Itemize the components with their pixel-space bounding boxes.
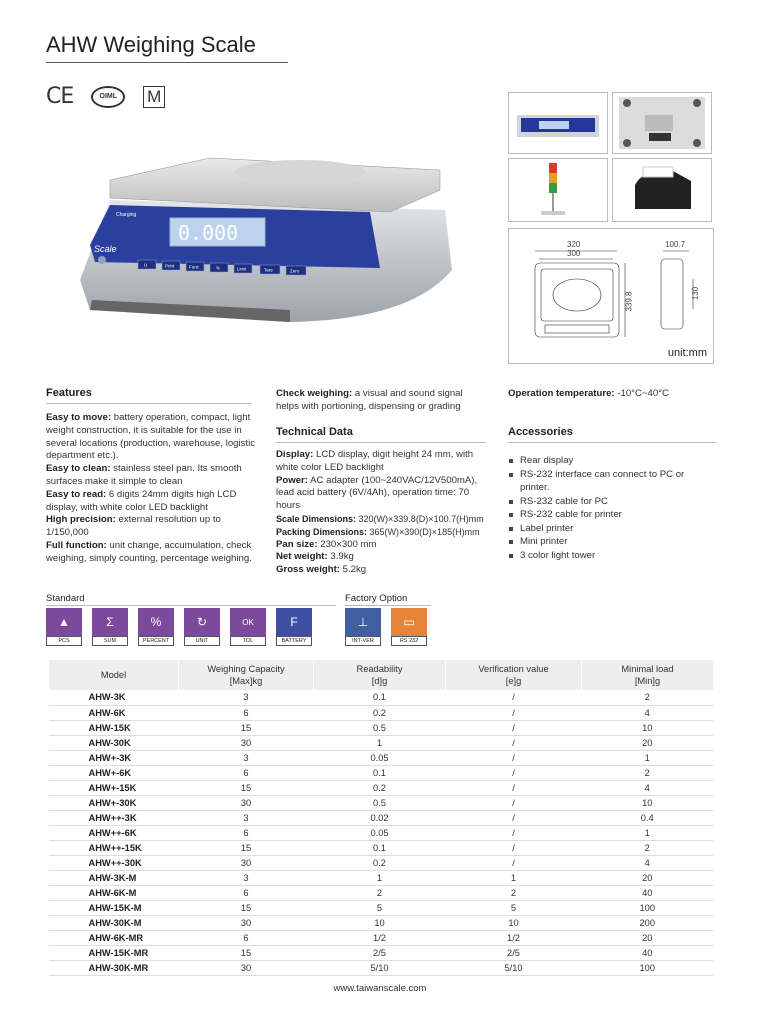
cell-capacity: 3 bbox=[179, 690, 314, 705]
cell-capacity: 6 bbox=[179, 765, 314, 780]
cell-readability: 0.2 bbox=[314, 705, 446, 720]
cell-capacity: 3 bbox=[179, 810, 314, 825]
accessory-item: Label printer bbox=[508, 522, 714, 536]
feature-item: High precision: external resolution up to 1/150,000 bbox=[46, 514, 221, 539]
column-header-readability: Readability [d]g bbox=[314, 660, 446, 690]
cell-readability: 0.2 bbox=[314, 780, 446, 795]
cell-capacity: 15 bbox=[179, 945, 314, 960]
icon-glyph: F bbox=[276, 608, 312, 636]
oiml-mark-icon: OIML bbox=[91, 86, 125, 108]
cell-minimal-load: 2 bbox=[582, 765, 714, 780]
cell-verification: 2/5 bbox=[446, 945, 582, 960]
icon-glyph: ⊥ bbox=[345, 608, 381, 636]
cell-minimal-load: 4 bbox=[582, 780, 714, 795]
accessory-item: Rear display bbox=[508, 454, 714, 468]
column-header-verification: Verification value [e]g bbox=[446, 660, 582, 690]
cell-verification: / bbox=[446, 750, 582, 765]
cell-verification: / bbox=[446, 810, 582, 825]
dim-unit-label: unit:mm bbox=[667, 347, 707, 359]
icon-glyph: % bbox=[138, 608, 174, 636]
table-row bbox=[49, 750, 714, 765]
cell-readability: 0.05 bbox=[314, 750, 446, 765]
cell-verification: / bbox=[446, 855, 582, 870]
cell-minimal-load: 100 bbox=[582, 900, 714, 915]
percent-icon bbox=[138, 608, 174, 648]
dim-width-320: 320 bbox=[567, 240, 581, 249]
scale-key-print: Print bbox=[165, 263, 175, 269]
scale-key-zero: Zero bbox=[290, 268, 300, 274]
cell-capacity: 6 bbox=[179, 930, 314, 945]
cell-model: AHW-6K bbox=[49, 705, 179, 720]
cell-capacity: 15 bbox=[179, 720, 314, 735]
icon-caption: RS 232 bbox=[391, 636, 427, 646]
cell-verification: 5/10 bbox=[446, 960, 582, 975]
scale-lcd-reading: 0.000 bbox=[178, 221, 239, 245]
cell-capacity: 30 bbox=[179, 915, 314, 930]
technical-heading: Technical Data bbox=[276, 426, 353, 438]
cell-verification: / bbox=[446, 795, 582, 810]
accessories-list bbox=[508, 454, 714, 562]
technical-list bbox=[276, 449, 490, 577]
cell-capacity: 15 bbox=[179, 840, 314, 855]
title-underline bbox=[46, 62, 288, 63]
features-heading: Features bbox=[46, 387, 92, 399]
table-row bbox=[49, 855, 714, 870]
ce-mark-icon: CE bbox=[46, 84, 74, 109]
icon-caption: BATTERY bbox=[276, 636, 312, 646]
accessory-item: RS-232 cable for printer bbox=[508, 508, 714, 522]
table-row bbox=[49, 900, 714, 915]
rear-display-thumbnail bbox=[508, 92, 608, 154]
cell-capacity: 30 bbox=[179, 855, 314, 870]
cell-minimal-load: 1 bbox=[582, 825, 714, 840]
cell-model: AHW-15K-M bbox=[49, 900, 179, 915]
factory-heading: Factory Option bbox=[345, 593, 408, 604]
cell-minimal-load: 10 bbox=[582, 795, 714, 810]
cell-verification: / bbox=[446, 705, 582, 720]
cell-minimal-load: 1 bbox=[582, 750, 714, 765]
icon-caption: UNIT bbox=[184, 636, 220, 646]
cell-model: AHW-3K-M bbox=[49, 870, 179, 885]
cell-model: AHW-15K-MR bbox=[49, 945, 179, 960]
icon-glyph: ▲ bbox=[46, 608, 82, 636]
cell-capacity: 30 bbox=[179, 735, 314, 750]
table-row bbox=[49, 915, 714, 930]
scale-key-u: U bbox=[144, 262, 148, 268]
cell-capacity: 3 bbox=[179, 870, 314, 885]
accessories-rule bbox=[508, 442, 716, 443]
cell-readability: 0.1 bbox=[314, 690, 446, 705]
cell-verification: 5 bbox=[446, 900, 582, 915]
scale-key-limit: Limit bbox=[237, 266, 247, 272]
cell-model: AHW-6K-M bbox=[49, 885, 179, 900]
cell-verification: 1 bbox=[446, 870, 582, 885]
cell-minimal-load: 4 bbox=[582, 705, 714, 720]
cell-capacity: 30 bbox=[179, 960, 314, 975]
table-row bbox=[49, 720, 714, 735]
table-row bbox=[49, 765, 714, 780]
table-row bbox=[49, 945, 714, 960]
cell-model: AHW-6K-MR bbox=[49, 930, 179, 945]
cell-verification: / bbox=[446, 735, 582, 750]
check-weighing: Check weighing: a visual and sound signal helps with portioning, dispensing or grading bbox=[276, 388, 463, 412]
cell-verification: / bbox=[446, 840, 582, 855]
technical-item: Gross weight: 5.2kg bbox=[276, 564, 367, 576]
cell-readability: 5 bbox=[314, 900, 446, 915]
accessory-item: RS-232 cable for PC bbox=[508, 495, 714, 509]
factory-rule bbox=[345, 605, 431, 606]
cell-readability: 2/5 bbox=[314, 945, 446, 960]
cell-minimal-load: 40 bbox=[582, 885, 714, 900]
column-header-model: Model bbox=[49, 660, 179, 690]
table-row bbox=[49, 780, 714, 795]
icon-caption: PCS bbox=[46, 636, 82, 646]
cell-model: AHW++-6K bbox=[49, 825, 179, 840]
technical-item: Packing Dimensions: 365(W)×390(D)×185(H)mm bbox=[276, 526, 480, 537]
tol-icon bbox=[230, 608, 266, 648]
cell-model: AHW+-15K bbox=[49, 780, 179, 795]
icon-caption: INT-VER bbox=[345, 636, 381, 646]
cell-readability: 2 bbox=[314, 885, 446, 900]
scale-key-percent: % bbox=[216, 265, 221, 271]
scale-product-image bbox=[50, 150, 460, 330]
cell-verification: / bbox=[446, 780, 582, 795]
table-row bbox=[49, 705, 714, 720]
operation-temperature: Operation temperature: -10°C~40°C bbox=[508, 388, 669, 399]
dim-height-100: 100.7 bbox=[665, 240, 686, 249]
icon-caption: TOL bbox=[230, 636, 266, 646]
table-row bbox=[49, 690, 714, 705]
printer-thumbnail bbox=[612, 158, 712, 222]
table-row bbox=[49, 825, 714, 840]
scale-bottom-thumbnail bbox=[612, 92, 712, 154]
cell-readability: 0.1 bbox=[314, 765, 446, 780]
cell-model: AHW-30K-M bbox=[49, 915, 179, 930]
website-footer: www.taiwanscale.com bbox=[333, 983, 427, 994]
cell-capacity: 30 bbox=[179, 795, 314, 810]
page-title: AHW Weighing Scale bbox=[46, 32, 256, 57]
icon-glyph: ▭ bbox=[391, 608, 427, 636]
cell-model: AHW+-30K bbox=[49, 795, 179, 810]
dim-depth-339: 339.8 bbox=[624, 291, 634, 312]
icon-glyph: OK bbox=[230, 608, 266, 636]
battery-icon bbox=[276, 608, 312, 648]
cell-minimal-load: 2 bbox=[582, 840, 714, 855]
cell-verification: / bbox=[446, 765, 582, 780]
technical-item: Pan size: 230×300 mm bbox=[276, 538, 377, 550]
accessory-item: 3 color light tower bbox=[508, 549, 714, 563]
cell-minimal-load: 0.4 bbox=[582, 810, 714, 825]
cell-minimal-load: 4 bbox=[582, 855, 714, 870]
cell-minimal-load: 100 bbox=[582, 960, 714, 975]
table-row bbox=[49, 735, 714, 750]
cell-readability: 1/2 bbox=[314, 930, 446, 945]
cell-verification: 2 bbox=[446, 885, 582, 900]
standard-heading: Standard bbox=[46, 593, 85, 604]
icon-caption: SUM bbox=[92, 636, 128, 646]
cell-model: AHW-30K-MR bbox=[49, 960, 179, 975]
cell-verification: 10 bbox=[446, 915, 582, 930]
table-row bbox=[49, 810, 714, 825]
cell-model: AHW++-3K bbox=[49, 810, 179, 825]
table-row bbox=[49, 960, 714, 975]
scale-status-text: Charging bbox=[116, 212, 137, 218]
table-row bbox=[49, 930, 714, 945]
column-header-minimal-load: Minimal load [Min]g bbox=[582, 660, 714, 690]
cell-readability: 10 bbox=[314, 915, 446, 930]
cell-readability: 0.5 bbox=[314, 720, 446, 735]
accessory-item: Mini printer bbox=[508, 535, 714, 549]
cell-minimal-load: 200 bbox=[582, 915, 714, 930]
cell-model: AHW-30K bbox=[49, 735, 179, 750]
metrology-m-mark-icon: M bbox=[143, 86, 165, 108]
cell-readability: 0.5 bbox=[314, 795, 446, 810]
feature-item: Easy to move: battery operation, compact, light weight construction, it is suitable for the use in several locations (production, warehouse, logistic department etc.). bbox=[46, 412, 256, 462]
cell-readability: 1 bbox=[314, 870, 446, 885]
light-tower-thumbnail bbox=[508, 158, 608, 222]
sum-icon bbox=[92, 608, 128, 648]
cell-readability: 0.1 bbox=[314, 840, 446, 855]
cell-minimal-load: 40 bbox=[582, 945, 714, 960]
technical-item: Scale Dimensions: 320(W)×339.8(D)×100.7(H)mm bbox=[276, 513, 484, 524]
table-row bbox=[49, 795, 714, 810]
cell-minimal-load: 20 bbox=[582, 735, 714, 750]
features-rule bbox=[46, 403, 252, 404]
feature-item: Easy to read: 6 digits 24mm digits high LCD display, with white color LED backlight bbox=[46, 488, 237, 513]
cell-capacity: 6 bbox=[179, 705, 314, 720]
dim-width-300: 300 bbox=[567, 249, 581, 258]
pcs-icon bbox=[46, 608, 82, 648]
cell-capacity: 15 bbox=[179, 780, 314, 795]
cell-capacity: 3 bbox=[179, 750, 314, 765]
cell-readability: 0.02 bbox=[314, 810, 446, 825]
standard-rule bbox=[46, 605, 336, 606]
icon-glyph: ↻ bbox=[184, 608, 220, 636]
cell-model: AHW++-15K bbox=[49, 840, 179, 855]
table-row bbox=[49, 870, 714, 885]
cell-capacity: 15 bbox=[179, 900, 314, 915]
cell-verification: / bbox=[446, 690, 582, 705]
scale-brand-text: Scale bbox=[94, 244, 117, 254]
int-ver-icon bbox=[345, 608, 381, 648]
column-header-capacity: Weighing Capacity [Max]kg bbox=[179, 660, 314, 690]
cell-readability: 0.2 bbox=[314, 855, 446, 870]
technical-rule bbox=[276, 442, 486, 443]
rs232-icon bbox=[391, 608, 427, 648]
cell-verification: / bbox=[446, 825, 582, 840]
cell-model: AHW++-30K bbox=[49, 855, 179, 870]
features-list bbox=[46, 412, 258, 566]
accessories-heading: Accessories bbox=[508, 426, 573, 438]
scale-key-func: Func bbox=[189, 264, 200, 270]
icon-caption: PERCENT bbox=[138, 636, 174, 646]
table-header-row bbox=[49, 660, 714, 690]
cell-readability: 1 bbox=[314, 735, 446, 750]
scale-key-tare: Tare bbox=[264, 267, 273, 273]
cell-minimal-load: 20 bbox=[582, 930, 714, 945]
cell-capacity: 6 bbox=[179, 825, 314, 840]
accessory-item: RS-232 interface can connect to PC or printer. bbox=[508, 468, 714, 495]
cell-minimal-load: 10 bbox=[582, 720, 714, 735]
cell-verification: / bbox=[446, 720, 582, 735]
cell-verification: 1/2 bbox=[446, 930, 582, 945]
unit-icon bbox=[184, 608, 220, 648]
cell-readability: 5/10 bbox=[314, 960, 446, 975]
technical-item: Display: LCD display, digit height 24 mm, with white color LED backlight bbox=[276, 449, 474, 473]
model-spec-table bbox=[48, 660, 713, 976]
cell-capacity: 6 bbox=[179, 885, 314, 900]
cell-readability: 0.05 bbox=[314, 825, 446, 840]
cell-model: AHW-15K bbox=[49, 720, 179, 735]
cell-minimal-load: 2 bbox=[582, 690, 714, 705]
feature-item: Full function: unit change, accumulation, check weighing, simply counting, percentage weighing. bbox=[46, 539, 252, 564]
dimension-drawing bbox=[508, 228, 714, 364]
cell-model: AHW+-6K bbox=[49, 765, 179, 780]
cell-model: AHW+-3K bbox=[49, 750, 179, 765]
cell-model: AHW-3K bbox=[49, 690, 179, 705]
cell-minimal-load: 20 bbox=[582, 870, 714, 885]
dim-height-130: 130 bbox=[691, 286, 701, 301]
icon-glyph: Σ bbox=[92, 608, 128, 636]
technical-item: Net weight: 3.9kg bbox=[276, 551, 354, 563]
table-row bbox=[49, 840, 714, 855]
certification-marks bbox=[46, 84, 165, 109]
technical-item: Power: AC adapter (100~240VAC/12V500mA), lead acid battery (6V/4Ah), operation time: 70 hours bbox=[276, 474, 478, 512]
feature-item: Easy to clean: stainless steel pan. Its smooth surfaces make it simple to clean bbox=[46, 463, 242, 487]
table-row bbox=[49, 885, 714, 900]
